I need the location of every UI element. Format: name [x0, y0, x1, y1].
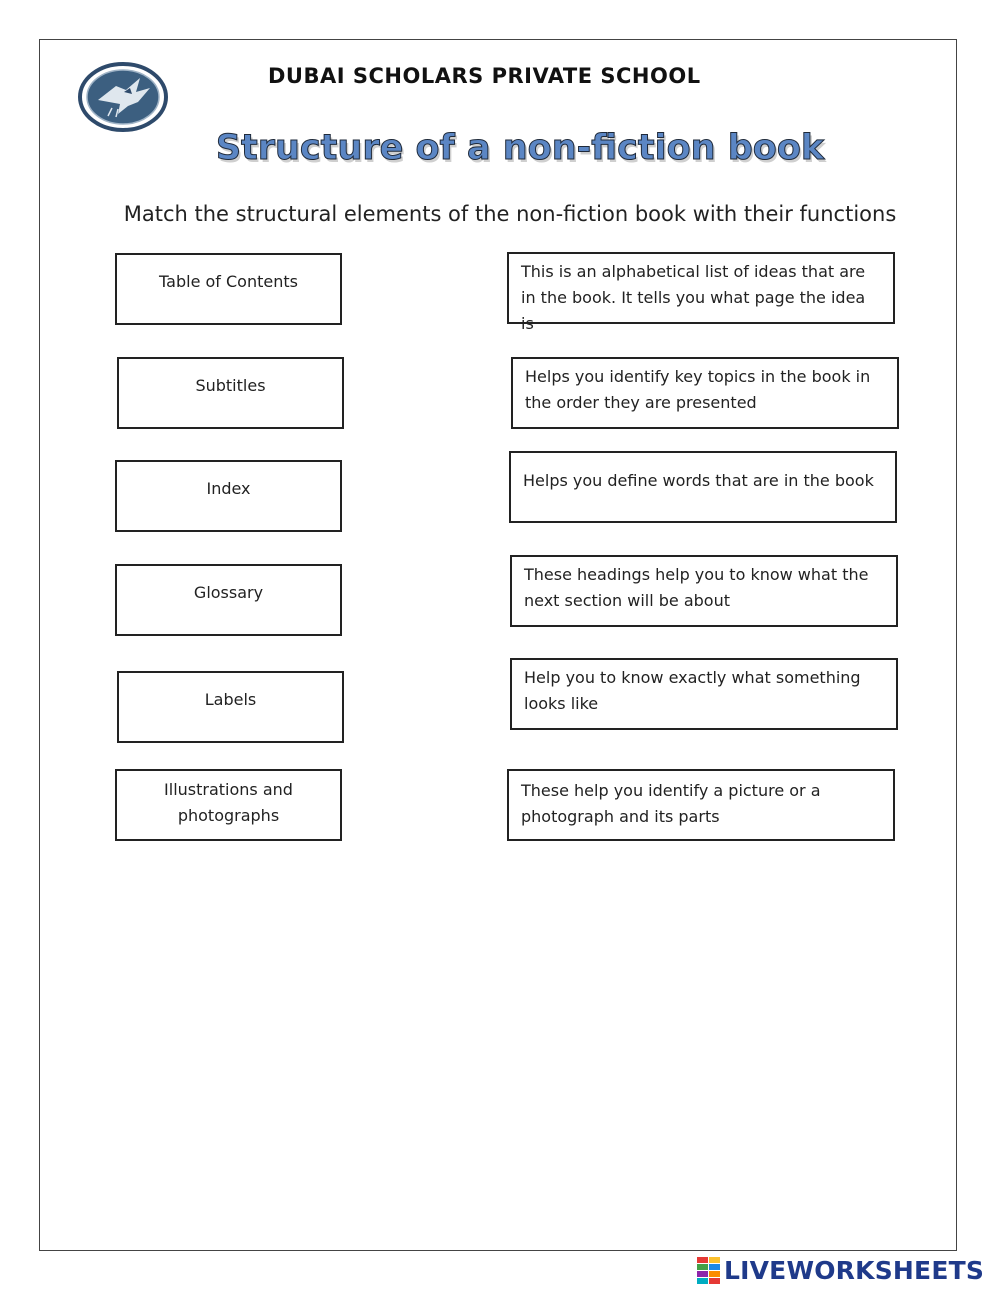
- worksheet-title: Structure of a non-fiction book: [215, 128, 825, 168]
- term-box-illustrations[interactable]: Illustrations and photographs: [115, 769, 342, 841]
- definition-box[interactable]: These headings help you to know what the next section will be about: [510, 555, 898, 627]
- definition-box[interactable]: Helps you define words that are in the book: [509, 451, 897, 523]
- term-box-index[interactable]: Index: [115, 460, 342, 532]
- definition-box[interactable]: Helps you identify key topics in the book in the order they are presented: [511, 357, 899, 429]
- school-crest-logo: [78, 62, 168, 132]
- liveworksheets-brand: LIVEWORKSHEETS: [724, 1256, 985, 1285]
- term-box-glossary[interactable]: Glossary: [115, 564, 342, 636]
- definition-box[interactable]: These help you identify a picture or a photograph and its parts: [507, 769, 895, 841]
- term-box-table-of-contents[interactable]: Table of Contents: [115, 253, 342, 325]
- liveworksheets-blocks-icon: [697, 1257, 721, 1285]
- liveworksheets-logo: [697, 1256, 997, 1286]
- term-box-subtitles[interactable]: Subtitles: [117, 357, 344, 429]
- definition-box[interactable]: This is an alphabetical list of ideas that are in the book. It tells you what page the idea is: [507, 252, 895, 324]
- term-box-labels[interactable]: Labels: [117, 671, 344, 743]
- instruction-text: Match the structural elements of the non-fiction book with their functions: [123, 202, 897, 226]
- school-name: DUBAI SCHOLARS PRIVATE SCHOOL: [268, 64, 701, 88]
- definition-box[interactable]: Help you to know exactly what something looks like: [510, 658, 898, 730]
